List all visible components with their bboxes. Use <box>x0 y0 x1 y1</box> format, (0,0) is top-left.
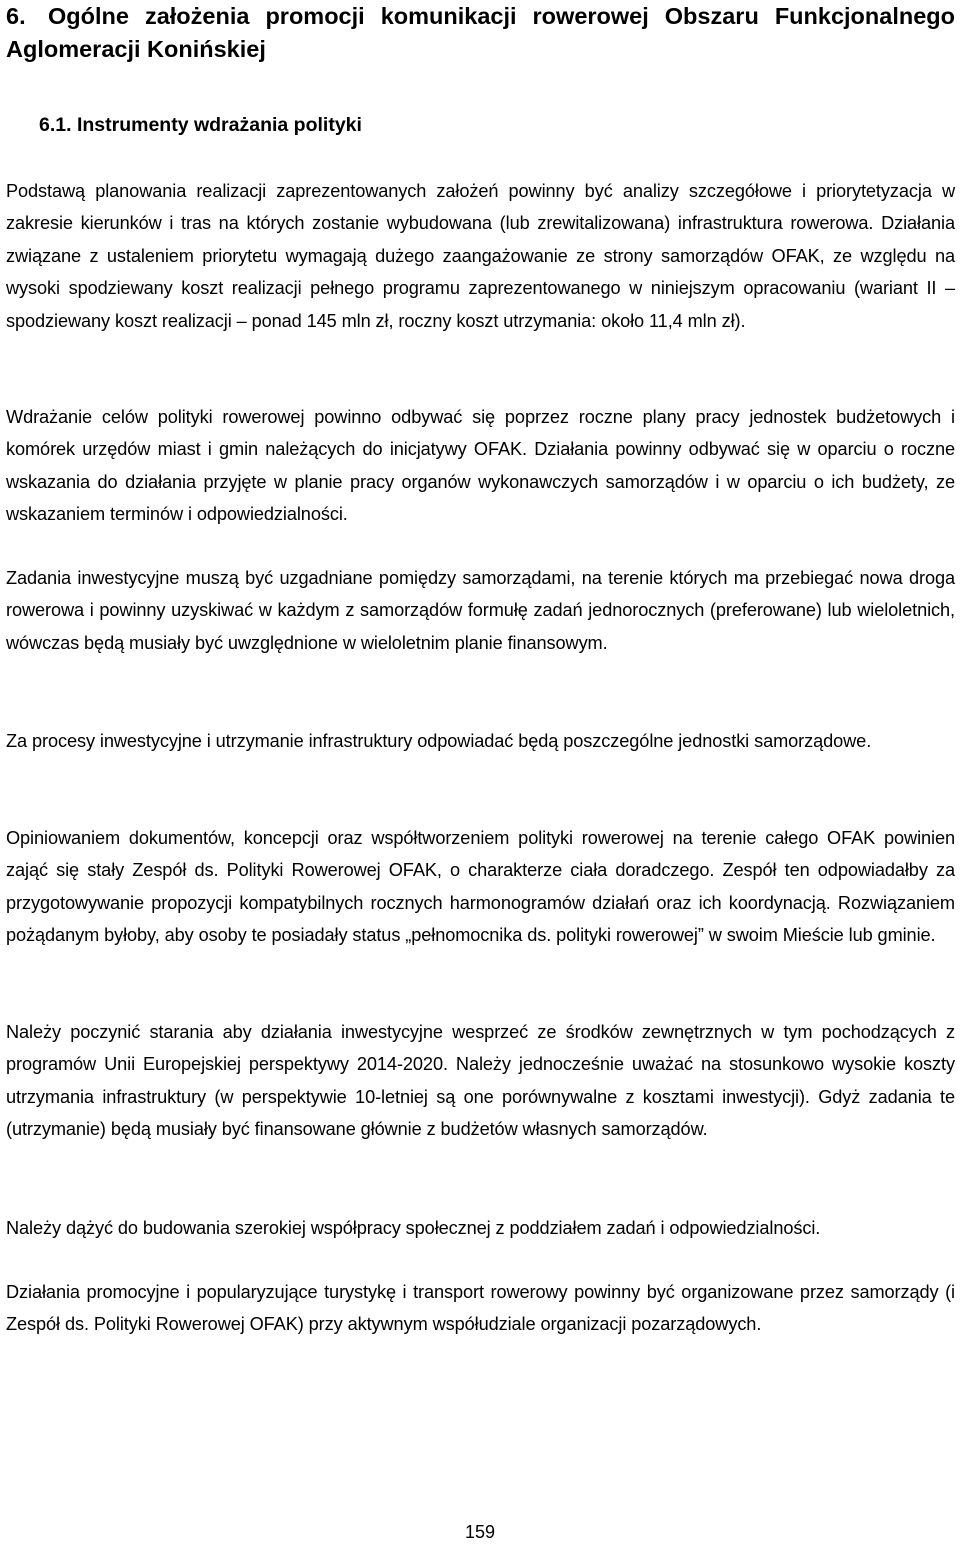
section-heading <box>39 111 362 139</box>
paragraph-4: Za procesy inwestycyjne i utrzymanie infrastruktury odpowiadać będą poszczególne jednostki samorządowe. <box>6 731 872 751</box>
section-title: Instrumenty wdrażania polityki <box>76 114 362 136</box>
section-number: 6.1. <box>39 114 72 136</box>
page-number: 159 <box>464 1522 496 1542</box>
paragraph-6: Należy poczynić starania aby działania inwestycyjne wesprzeć ze środków zewnętrznych w tym pochodzących z programów Unii Europejskiej perspektywy 2014-2020. Należy jednocześnie uważać na stosunkowo wysokie koszty utrzymania infrastruktury (w perspektywie 10-letniej są one porównywalne z kosztami inwestycji). Gdyż zadania te (utrzymanie) będą musiały być finansowane głównie z budżetów własnych samorządów. <box>6 1022 955 1140</box>
document-page <box>6 0 955 1335</box>
paragraph-5: Opiniowaniem dokumentów, koncepcji oraz współtworzeniem polityki rowerowej na terenie całego OFAK powinien zająć się stały Zespół ds. Polityki Rowerowej OFAK, o charakterze ciała doradczego. Zespół ten odpowiadałby za przygotowywanie propozycji kompatybilnych rocznych harmonogramów działań oraz ich koordynacją. Rozwiązaniem pożądanym byłoby, aby osoby te posiadały status „pełnomocnika ds. polityki rowerowej” w swoim Mieście lub gminie. <box>6 828 955 946</box>
chapter-title: Ogólne założenia promocji komunikacji rowerowej Obszaru Funkcjonalnego Aglomeracji Konińskiej <box>6 3 955 62</box>
paragraph-3: Zadania inwestycyjne muszą być uzgadniane pomiędzy samorządami, na terenie których ma przebiegać nowa droga rowerowa i powinny uzyskiwać w każdym z samorządów formułę zadań jednorocznych (preferowane) lub wieloletnich, wówczas będą musiały być uwzględnione w wieloletnim planie finansowym. <box>6 568 955 653</box>
chapter-number: 6. <box>6 3 26 29</box>
paragraph-7: Należy dążyć do budowania szerokiej współpracy społecznej z poddziałem zadań i odpowiedzialności. <box>6 1218 821 1238</box>
chapter-heading <box>6 0 955 66</box>
paragraph-8: Działania promocyjne i popularyzujące turystykę i transport rowerowy powinny być organizowane przez samorządy (i Zespół ds. Polityki Rowerowej OFAK) przy aktywnym współudziale organizacji pozarządowych. <box>6 1282 955 1335</box>
paragraph-2: Wdrażanie celów polityki rowerowej powinno odbywać się poprzez roczne plany pracy jednostek budżetowych i komórek urzędów miast i gmin należących do inicjatywy OFAK. Działania powinny odbywać się w oparciu o roczne wskazania do działania przyjęte w planie pracy organów wykonawczych samorządów i w oparciu o ich budżety, ze wskazaniem terminów i odpowiedzialności. <box>6 407 955 525</box>
paragraph-1: Podstawą planowania realizacji zaprezentowanych założeń powinny być analizy szczegółowe i priorytetyzacja w zakresie kierunków i tras na których zostanie wybudowana (lub zrewitalizowana) infrastruktura rowerowa. Działania związane z ustaleniem priorytetu wymagają dużego zaangażowanie ze strony samorządów OFAK, ze względu na wysoki spodziewany koszt realizacji pełnego programu zaprezentowanego w niniejszym opracowaniu (wariant II – spodziewany koszt realizacji – ponad 145 mln zł, roczny koszt utrzymania: około 11,4 mln zł). <box>6 181 955 331</box>
